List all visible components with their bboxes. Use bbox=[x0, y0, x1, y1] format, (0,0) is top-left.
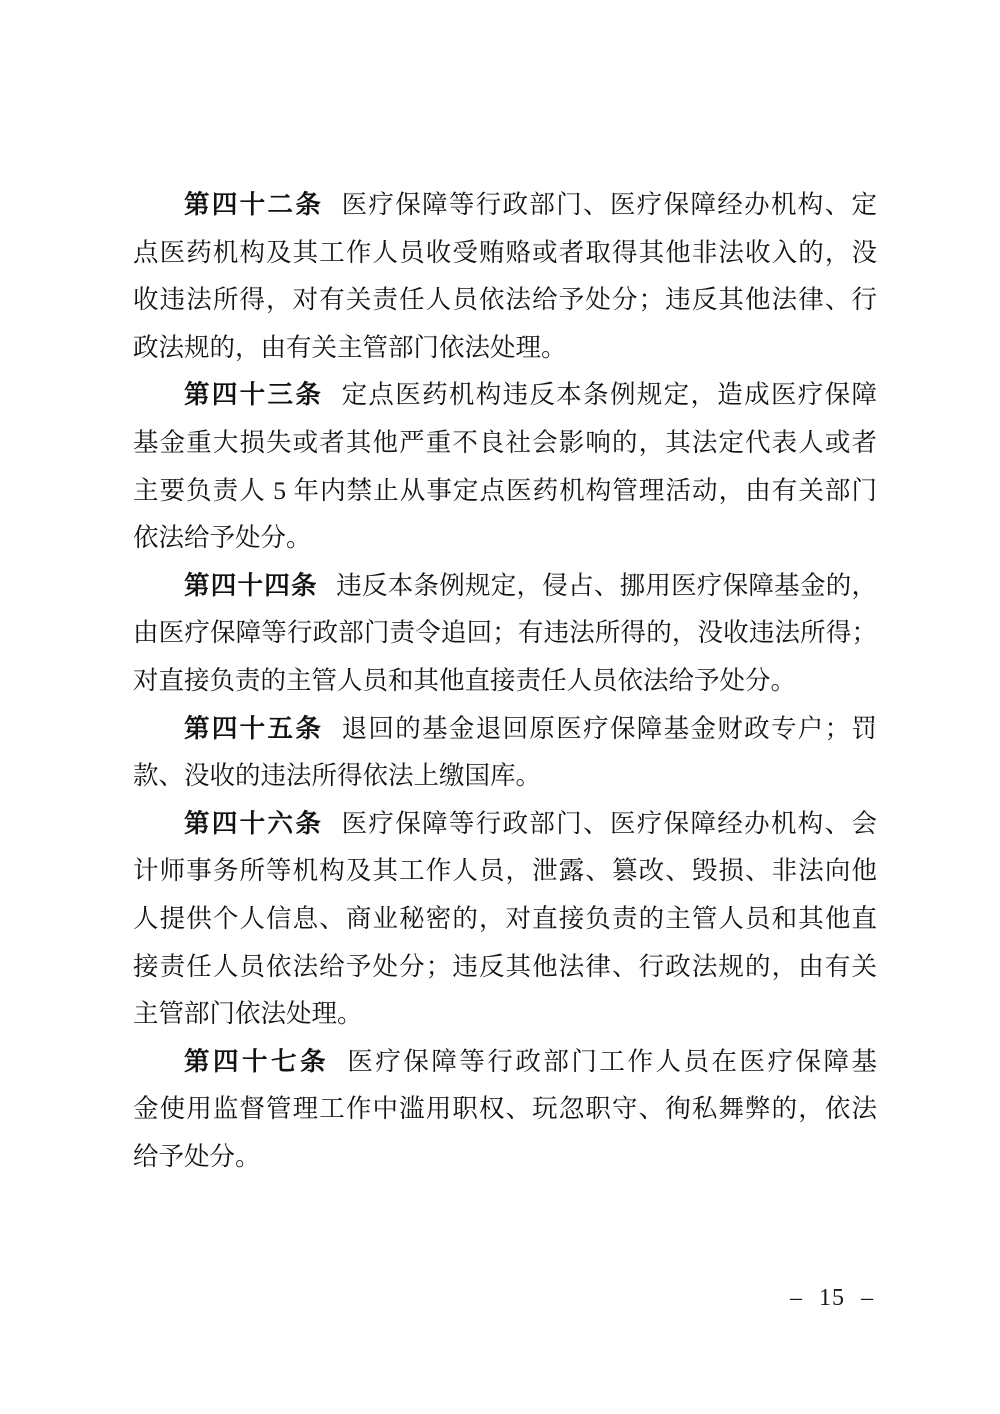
article-line: 接责任人员依法给予处分；违反其他法律、行政法规的，由有关 bbox=[133, 951, 877, 981]
article-line: 款、没收的违法所得依法上缴国库。 bbox=[133, 761, 542, 791]
article-line: 基金重大损失或者其他严重不良社会影响的，其法定代表人或者 bbox=[133, 427, 877, 457]
article-line-text: 医疗保障等行政部门、医疗保障经办机构、会 bbox=[341, 808, 877, 838]
article-line bbox=[133, 705, 877, 753]
article-line bbox=[133, 1038, 877, 1086]
article-line: 对直接负责的主管人员和其他直接责任人员依法给予处分。 bbox=[133, 665, 797, 695]
article-line: 主要负责人 5 年内禁止从事定点医药机构管理活动，由有关部门 bbox=[133, 475, 877, 505]
article-number: 第四十四条 bbox=[184, 571, 318, 600]
article-number: 第四十五条 bbox=[184, 714, 324, 743]
article-line: 人提供个人信息、商业秘密的，对直接负责的主管人员和其他直 bbox=[133, 903, 877, 933]
article-line: 金使用监督管理工作中滥用职权、玩忽职守、徇私舞弊的，依法 bbox=[133, 1094, 877, 1124]
article-paragraph bbox=[133, 371, 877, 561]
article-paragraph bbox=[133, 562, 877, 705]
article-line-text: 定点医药机构违反本条例规定，造成医疗保障 bbox=[341, 380, 877, 410]
article-line: 依法给予处分。 bbox=[133, 523, 312, 553]
article-line-text: 医疗保障等行政部门、医疗保障经办机构、定 bbox=[341, 190, 877, 219]
article-line: 给予处分。 bbox=[133, 1141, 261, 1171]
article-line: 主管部门依法处理。 bbox=[133, 999, 363, 1029]
article-line-text: 违反本条例规定，侵占、挪用医疗保障基金的， bbox=[336, 570, 877, 600]
article-number: 第四十二条 bbox=[184, 191, 324, 219]
article-paragraph bbox=[133, 705, 877, 800]
article-line bbox=[133, 371, 877, 419]
article-line: 收违法所得，对有关责任人员依法给予处分；违反其他法律、行 bbox=[133, 285, 877, 315]
article-line: 由医疗保障等行政部门责令追回；有违法所得的，没收违法所得； bbox=[133, 618, 877, 648]
article-paragraph bbox=[133, 181, 877, 371]
article-paragraph bbox=[133, 1038, 877, 1181]
article-number: 第四十七条 bbox=[184, 1047, 330, 1076]
article-line bbox=[133, 181, 877, 229]
article-paragraph bbox=[133, 800, 877, 1038]
article-line bbox=[133, 800, 877, 848]
document-text-block bbox=[133, 181, 877, 1180]
article-line-text: 医疗保障等行政部门工作人员在医疗保障基 bbox=[347, 1046, 877, 1076]
page-number: – 15 – bbox=[790, 1285, 874, 1311]
article-line bbox=[133, 562, 877, 610]
article-number: 第四十三条 bbox=[184, 381, 324, 410]
article-number: 第四十六条 bbox=[184, 809, 324, 838]
article-line: 计师事务所等机构及其工作人员，泄露、篡改、毁损、非法向他 bbox=[133, 856, 877, 886]
article-line-text: 退回的基金退回原医疗保障基金财政专户；罚 bbox=[341, 713, 877, 743]
article-line: 点医药机构及其工作人员收受贿赂或者取得其他非法收入的，没 bbox=[133, 237, 877, 267]
article-line: 政法规的，由有关主管部门依法处理。 bbox=[133, 332, 567, 362]
